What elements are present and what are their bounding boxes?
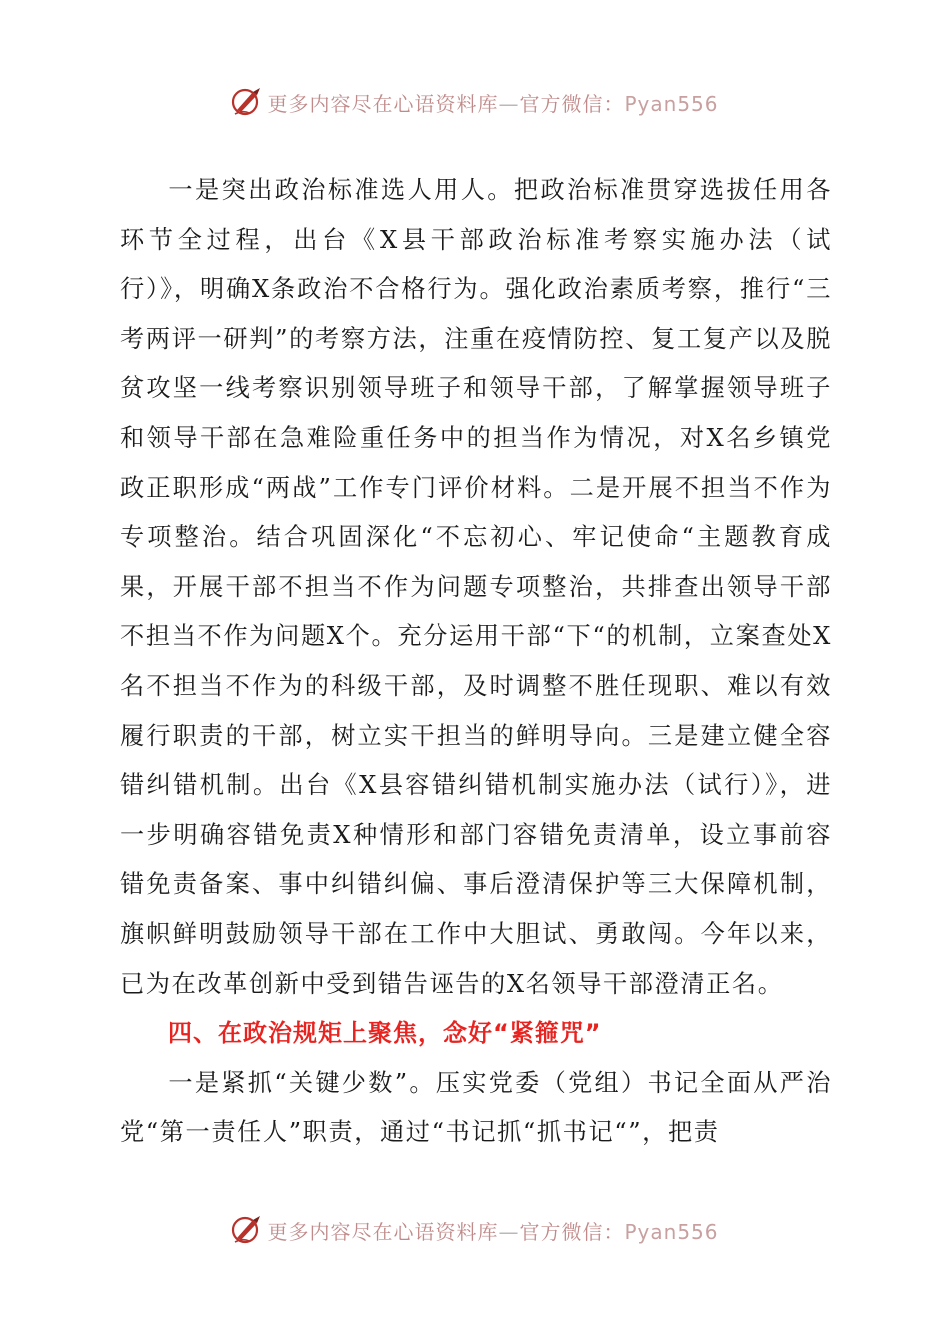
footer-watermark	[0, 1210, 950, 1250]
body-paragraph: 一是紧抓“关键少数”。压实党委（党组）书记全面从严治党“第一责任人”职责，通过“书记抓“抓书记“”，把责	[120, 1068, 832, 1147]
watermark-wechat-id: Pyan556	[624, 91, 719, 116]
watermark-separator: —	[498, 1219, 520, 1244]
watermark-wechat-label: 官方微信：	[519, 91, 625, 116]
watermark-main: 更多内容尽在心语资料库	[267, 91, 499, 116]
watermark-main: 更多内容尽在心语资料库	[267, 1219, 499, 1244]
section-heading: 四、在政治规矩上聚焦，念好“紧箍咒”	[168, 1019, 602, 1048]
watermark-text	[267, 88, 718, 117]
document-body	[120, 166, 832, 1158]
watermark-text	[267, 1216, 718, 1245]
pen-circle-logo-icon	[231, 86, 263, 118]
header-watermark	[0, 82, 950, 122]
pen-circle-logo-icon	[231, 1214, 263, 1246]
body-paragraph: 一是突出政治标准选人用人。把政治标准贯穿选拔任用各环节全过程，出台《X县干部政治标准考察实施办法（试行）》，明确X条政治不合格行为。强化政治素质考察，推行“三考两评一研判”的考察方法，注重在疫情防控、复工复产以及脱贫攻坚一线考察识别领导班子和领导干部，了解掌握领导班子和领导干部在急难险重任务中的担当作为情况，对X名乡镇党政正职形成“两战”工作专门评价材料。二是开展不担当不作为专项整治。结合巩固深化“不忘初心、牢记使命“主题教育成果，开展干部不担当不作为问题专项整治，共排查出领导干部不担当不作为问题X个。充分运用干部“下“的机制，立案查处X名不担当不作为的科级干部，及时调整不胜任现职、难以有效履行职责的干部，树立实干担当的鲜明导向。三是建立健全容错纠错机制。出台《X县容错纠错机制实施办法（试行）》，进一步明确容错免责X种情形和部门容错免责清单，设立事前容错免责备案、事中纠错纠偏、事后澄清保护等三大保障机制，旗帜鲜明鼓励领导干部在工作中大胆试、勇敢闯。今年以来，已为在改革创新中受到错告诬告的X名领导干部澄清正名。	[120, 176, 832, 998]
watermark-wechat-id: Pyan556	[624, 1219, 719, 1244]
watermark-wechat-label: 官方微信：	[519, 1219, 625, 1244]
watermark-separator: —	[498, 91, 520, 116]
